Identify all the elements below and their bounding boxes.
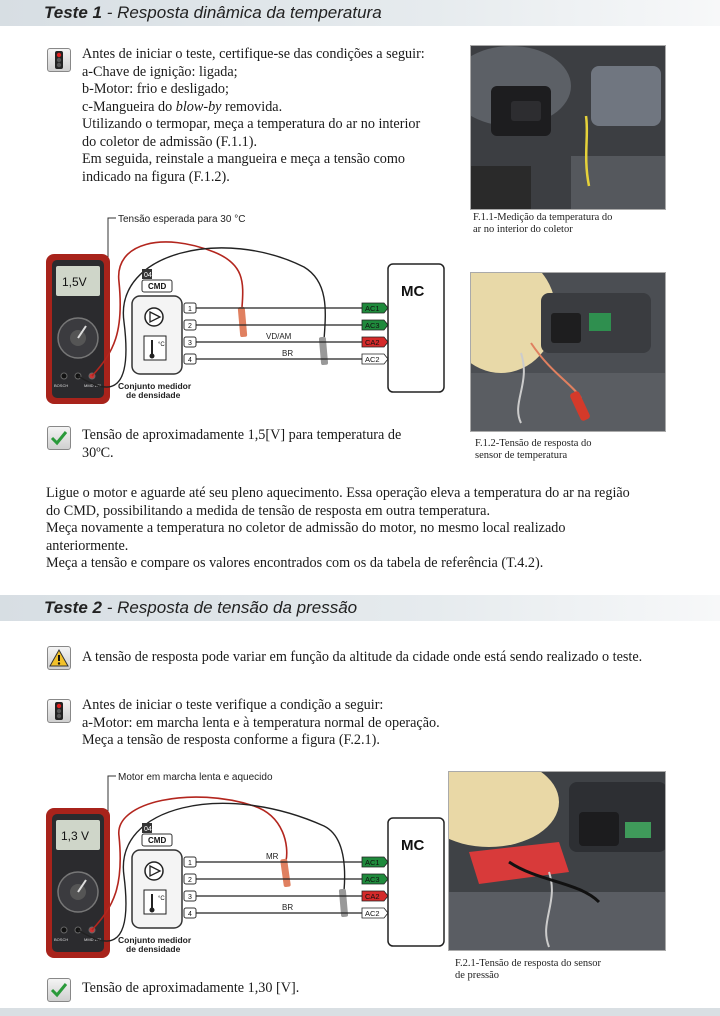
traffic-light-icon bbox=[47, 699, 71, 723]
condition-line: a-Chave de ignição: ligada; bbox=[82, 63, 238, 80]
svg-text:MC: MC bbox=[401, 283, 425, 300]
test1-title bbox=[0, 0, 720, 26]
test2-conditions bbox=[82, 697, 440, 750]
svg-text:1: 1 bbox=[188, 860, 192, 867]
svg-text:MC: MC bbox=[401, 837, 425, 854]
condition-line: b-Motor: frio e desligado; bbox=[82, 81, 229, 97]
svg-text:AC2: AC2 bbox=[365, 909, 380, 918]
svg-text:3: 3 bbox=[188, 340, 192, 347]
condition-line: a-Motor: em marcha lenta e à temperatura normal de operação. bbox=[82, 714, 440, 731]
svg-text:°C: °C bbox=[158, 342, 165, 348]
condition-line: c-Mangueira do blow-by removida. bbox=[82, 98, 283, 115]
svg-text:2: 2 bbox=[188, 877, 192, 884]
test2-title-rest: - Resposta de tensão da pressão bbox=[101, 598, 358, 617]
test1-closing bbox=[46, 485, 630, 573]
svg-text:Conjunto medidor: Conjunto medidor bbox=[118, 381, 192, 391]
multimeter bbox=[46, 808, 110, 958]
svg-text:04: 04 bbox=[144, 826, 152, 833]
photo-f21 bbox=[448, 771, 666, 951]
svg-text:de densidade: de densidade bbox=[126, 944, 181, 954]
svg-text:VD/AM: VD/AM bbox=[266, 332, 292, 341]
photo-f12 bbox=[470, 272, 666, 432]
page-footer-bar bbox=[0, 1008, 720, 1016]
svg-text:4: 4 bbox=[188, 911, 192, 918]
svg-text:MR: MR bbox=[266, 852, 279, 861]
svg-text:3: 3 bbox=[188, 894, 192, 901]
svg-text:MMD 175: MMD 175 bbox=[84, 383, 102, 388]
test1-result: Tensão de aproximadamente 1,5[V] para temperatura de 30ºC. bbox=[82, 427, 402, 461]
expected-condition-label: Motor em marcha lenta e aquecido bbox=[118, 772, 273, 783]
svg-text:AC3: AC3 bbox=[365, 321, 380, 330]
svg-text:AC1: AC1 bbox=[365, 858, 380, 867]
meter-reading: 1,5V bbox=[62, 275, 87, 289]
svg-text:BR: BR bbox=[282, 903, 294, 912]
condition-line: Antes de iniciar o teste, certifique-se das condições a seguir: bbox=[82, 46, 425, 62]
svg-text:MMD 175: MMD 175 bbox=[84, 937, 102, 942]
wiring-diagram-1 bbox=[44, 212, 454, 417]
closing-line: Meça novamente a temperatura no coletor de admissão do motor, no mesmo local realizado bbox=[46, 520, 566, 536]
warning-icon bbox=[47, 646, 71, 670]
svg-text:BOSCH: BOSCH bbox=[54, 383, 69, 388]
condition-line: indicado na figura (F.1.2). bbox=[82, 168, 230, 185]
condition-line: Utilizando o termopar, meça a temperatura do ar no interior bbox=[82, 116, 421, 132]
expected-voltage-label: Tensão esperada para 30 °C bbox=[118, 214, 246, 225]
svg-text:AC1: AC1 bbox=[365, 304, 380, 313]
meter-reading: 1,3 V bbox=[61, 829, 90, 843]
test2-title-bold: Teste 2 bbox=[44, 598, 102, 617]
svg-text:CMD: CMD bbox=[148, 836, 167, 845]
test1-conditions bbox=[82, 46, 425, 186]
svg-text:2: 2 bbox=[188, 323, 192, 330]
check-icon bbox=[47, 978, 71, 1002]
condition-line: do coletor de admissão (F.1.1). bbox=[82, 133, 257, 150]
svg-text:de densidade: de densidade bbox=[126, 390, 181, 400]
svg-text:°C: °C bbox=[158, 896, 165, 902]
svg-text:BOSCH: BOSCH bbox=[54, 937, 69, 942]
test2-warning: A tensão de resposta pode variar em função da altitude da cidade onde está sendo realizado o teste. bbox=[82, 649, 643, 665]
condition-line: Antes de iniciar o teste verifique a condição a seguir: bbox=[82, 697, 384, 713]
traffic-light-icon bbox=[47, 48, 71, 72]
closing-line: Ligue o motor e aguarde até seu pleno aquecimento. Essa operação eleva a temperatura do ar na região bbox=[46, 485, 630, 501]
svg-text:04: 04 bbox=[144, 272, 152, 279]
test2-result: Tensão de aproximadamente 1,30 [V]. bbox=[82, 980, 300, 996]
photo-f21-caption: F.2.1-Tensão de resposta do sensor de pressão bbox=[455, 958, 601, 981]
closing-line: Meça a tensão e compare os valores encontrados com os da tabela de referência (T.4.2). bbox=[46, 555, 544, 571]
svg-text:CA2: CA2 bbox=[365, 338, 380, 347]
condition-line: Meça a tensão de resposta conforme a figura (F.2.1). bbox=[82, 732, 380, 748]
multimeter bbox=[46, 254, 110, 404]
svg-text:CA2: CA2 bbox=[365, 892, 380, 901]
svg-text:BR: BR bbox=[282, 349, 294, 358]
wiring-diagram-2 bbox=[44, 766, 454, 971]
svg-text:AC3: AC3 bbox=[365, 875, 380, 884]
closing-line: do CMD, possibilitando a medida de tensão de resposta em outra temperatura. bbox=[46, 502, 491, 519]
photo-f11 bbox=[470, 45, 666, 210]
closing-line: anteriormente. bbox=[46, 537, 129, 554]
condition-line: Em seguida, reinstale a mangueira e meça a tensão como bbox=[82, 151, 406, 167]
photo-f12-caption: F.1.2-Tensão de resposta do sensor de temperatura bbox=[475, 438, 592, 461]
check-icon bbox=[47, 426, 71, 450]
svg-text:AC2: AC2 bbox=[365, 355, 380, 364]
photo-f11-caption: F.1.1-Medição da temperatura do ar no interior do coletor bbox=[473, 212, 613, 235]
svg-text:CMD: CMD bbox=[148, 282, 167, 291]
svg-text:4: 4 bbox=[188, 357, 192, 364]
test2-title bbox=[0, 595, 720, 621]
test1-title-bold: Teste 1 bbox=[44, 3, 102, 22]
test1-title-rest: - Resposta dinâmica da temperatura bbox=[101, 3, 382, 22]
svg-text:Conjunto medidor: Conjunto medidor bbox=[118, 935, 192, 945]
svg-text:1: 1 bbox=[188, 306, 192, 313]
